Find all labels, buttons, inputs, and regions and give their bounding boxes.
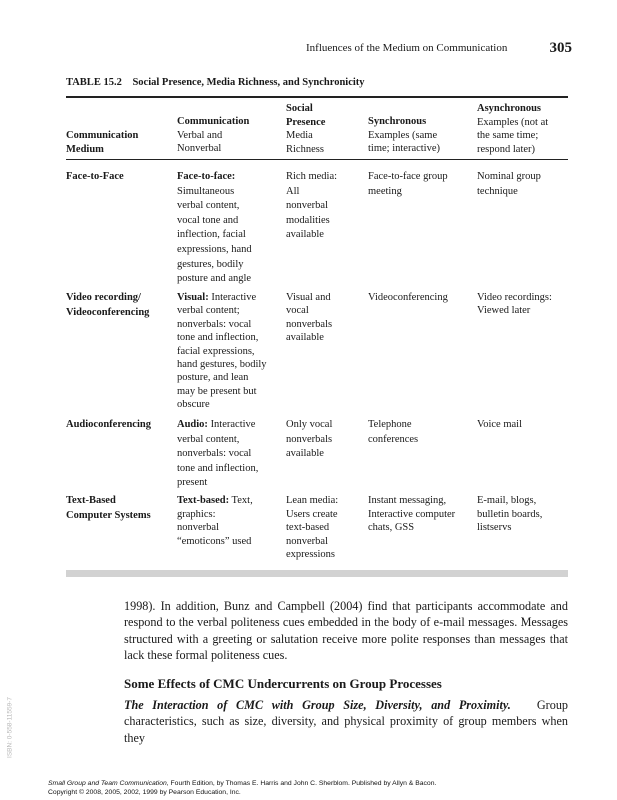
comm-line: tone and inflection,	[177, 332, 259, 344]
comm-lead: Face-to-face:	[177, 171, 236, 182]
social-line: modalities	[286, 214, 330, 226]
async-line: listservs	[477, 522, 512, 534]
sync-line: Instant messaging,	[368, 495, 447, 506]
header-social-bold: Social	[286, 103, 313, 114]
row-3-medium	[66, 418, 161, 433]
header-synchronous	[368, 115, 440, 156]
header-sync-bold: Synchronous	[368, 116, 427, 127]
header-medium	[66, 129, 138, 156]
paragraph-text: Group characteristics, such as size, diversity, and physical proximity of group members when they	[124, 698, 569, 745]
social-line: Rich media:	[286, 171, 338, 182]
row-1-asynchronous	[477, 170, 572, 199]
comm-line: verbal content,	[177, 433, 240, 445]
row-1-medium	[66, 170, 161, 185]
comm-line: graphics:	[177, 508, 216, 520]
row-2-social	[286, 291, 361, 345]
row-4-social	[286, 494, 361, 562]
header-social-bold: Presence	[286, 116, 326, 128]
header-async-line: respond later)	[477, 143, 536, 155]
comm-line: verbal content;	[177, 305, 240, 317]
sync-line: Videoconferencing	[368, 292, 448, 303]
header-social-line: Richness	[286, 143, 324, 155]
social-line: Lean media:	[286, 495, 339, 506]
comm-line: Simultaneous	[177, 185, 235, 197]
row-4-synchronous	[368, 494, 468, 535]
section-heading: Some Effects of CMC Undercurrents on Group Processes	[124, 676, 442, 691]
row-3-social	[286, 418, 361, 462]
medium-line: Videoconferencing	[66, 306, 150, 318]
comm-line: verbal content,	[177, 200, 240, 212]
comm-first-rest: Interactive	[207, 419, 256, 430]
page-number: 305	[549, 40, 572, 56]
medium-line: Video recording/	[66, 292, 141, 303]
medium-line: Text-Based	[66, 495, 116, 506]
running-title: Influences of the Medium on Communication	[306, 42, 508, 54]
comm-first-line	[177, 291, 277, 304]
isbn-margin	[4, 690, 16, 770]
social-line: nonverbals	[286, 318, 333, 330]
comm-first-line	[177, 418, 277, 433]
table-title: Social Presence, Media Richness, and Synchronicity	[132, 77, 365, 88]
social-line: Users create	[286, 508, 338, 520]
comm-line: nonverbal	[177, 522, 219, 534]
table-header-rule	[66, 159, 568, 160]
header-medium-line: Medium	[66, 143, 104, 155]
row-3-synchronous	[368, 418, 468, 447]
page-footer	[48, 780, 436, 797]
row-1-social	[286, 170, 361, 243]
body-paragraph-2	[124, 697, 568, 746]
comm-line: hand gestures, bodily	[177, 359, 267, 371]
sync-line: conferences	[368, 433, 419, 445]
async-line: E-mail, blogs,	[477, 495, 537, 506]
header-medium-line: Communication	[66, 130, 139, 141]
social-line: available	[286, 332, 324, 344]
async-line: Video recordings:	[477, 292, 552, 303]
social-line: vocal	[286, 305, 309, 317]
async-line: Nominal group	[477, 171, 541, 182]
sync-line: Interactive computer	[368, 508, 456, 520]
comm-line: posture, and lean	[177, 372, 249, 384]
row-3-communication	[177, 418, 277, 491]
header-async-line: the same time;	[477, 130, 539, 141]
async-line: technique	[477, 185, 518, 197]
header-communication	[177, 115, 249, 156]
social-line: nonverbals	[286, 433, 333, 445]
async-line: Viewed later	[477, 305, 531, 317]
social-line: nonverbal	[286, 535, 328, 547]
table-number: TABLE 15.2	[66, 77, 122, 88]
sync-line: meeting	[368, 185, 402, 197]
comm-line: posture and angle	[177, 273, 252, 285]
sync-line: Face-to-face group	[368, 171, 448, 182]
comm-first-line	[177, 170, 277, 185]
footer-line-1	[48, 780, 436, 789]
medium-line: Computer Systems	[66, 509, 151, 521]
row-2-medium	[66, 291, 161, 320]
comm-line: present	[177, 477, 208, 489]
comm-line: inflection, facial	[177, 229, 246, 241]
row-4-communication	[177, 494, 277, 548]
comm-lead: Audio:	[177, 419, 208, 430]
comm-line: tone and inflection,	[177, 462, 259, 474]
table-bottom-band	[66, 570, 568, 577]
comm-first-line	[177, 494, 277, 508]
comm-line: facial expressions,	[177, 345, 255, 357]
comm-line: “emoticons” used	[177, 535, 252, 547]
header-sync-line: time; interactive)	[368, 143, 441, 154]
row-2-asynchronous	[477, 291, 572, 318]
footer-line-1-rest: Fourth Edition, by Thomas E. Harris and John C. Sherblom. Published by Allyn & Bacon.	[168, 780, 437, 787]
table-top-rule	[66, 96, 568, 98]
medium-line: Audioconferencing	[66, 419, 151, 430]
social-line: All	[286, 185, 300, 197]
comm-line: nonverbals: vocal	[177, 318, 252, 330]
comm-line: vocal tone and	[177, 214, 239, 226]
row-2-communication	[177, 291, 277, 412]
header-comm-line: Nonverbal	[177, 143, 222, 154]
header-async-line: Examples (not at	[477, 116, 549, 128]
async-line: Voice mail	[477, 419, 523, 430]
comm-line: may be present but	[177, 385, 257, 397]
row-3-asynchronous	[477, 418, 572, 433]
comm-lead: Visual:	[177, 292, 209, 303]
header-comm-line: Verbal and	[177, 129, 223, 141]
comm-line: expressions, hand	[177, 243, 252, 255]
social-line: text-based	[286, 522, 330, 534]
sync-line: Telephone	[368, 419, 412, 430]
body-paragraph: 1998). In addition, Bunz and Campbell (2004) find that participants accommodate and respond to the verbal politeness cues embedded in the body of e-mail messages. Messages structured with a greeting or salutation receive more polite responses than messages that lack these formal politeness cues.	[124, 599, 568, 663]
row-4-medium	[66, 494, 161, 523]
header-comm-bold: Communication	[177, 116, 250, 127]
header-sync-line: Examples (same	[368, 129, 438, 141]
header-social-presence	[286, 102, 325, 156]
comm-line: gestures, bodily	[177, 258, 244, 270]
header-asynchronous	[477, 102, 548, 156]
comm-line: obscure	[177, 399, 210, 411]
table-caption	[66, 77, 365, 88]
paragraph-lead: The Interaction of CMC with Group Size, Diversity, and Proximity.	[124, 698, 511, 712]
social-line: nonverbal	[286, 200, 328, 212]
medium-line: Face-to-Face	[66, 171, 124, 182]
comm-first-rest: Text,	[229, 495, 253, 506]
row-1-synchronous	[368, 170, 468, 199]
social-line: Only vocal	[286, 419, 333, 430]
comm-first-rest: Interactive	[208, 292, 257, 303]
comm-line: nonverbals: vocal	[177, 448, 252, 460]
async-line: bulletin boards,	[477, 508, 543, 520]
header-social-line: Media	[286, 130, 313, 141]
footer-book-title: Small Group and Team Communication,	[48, 780, 169, 787]
footer-line-2: Copyright © 2008, 2005, 2002, 1999 by Pearson Education, Inc.	[48, 788, 241, 796]
row-2-synchronous	[368, 291, 468, 306]
row-1-communication	[177, 170, 277, 287]
header-async-bold: Asynchronous	[477, 103, 541, 114]
comm-lead: Text-based:	[177, 495, 230, 506]
social-line: expressions	[286, 549, 335, 561]
social-line: available	[286, 229, 324, 241]
social-line: available	[286, 448, 324, 460]
row-4-asynchronous	[477, 494, 572, 535]
social-line: Visual and	[286, 292, 331, 303]
sync-line: chats, GSS	[368, 522, 415, 534]
isbn-text: ISBN: 0-558-11559-7	[6, 697, 14, 758]
